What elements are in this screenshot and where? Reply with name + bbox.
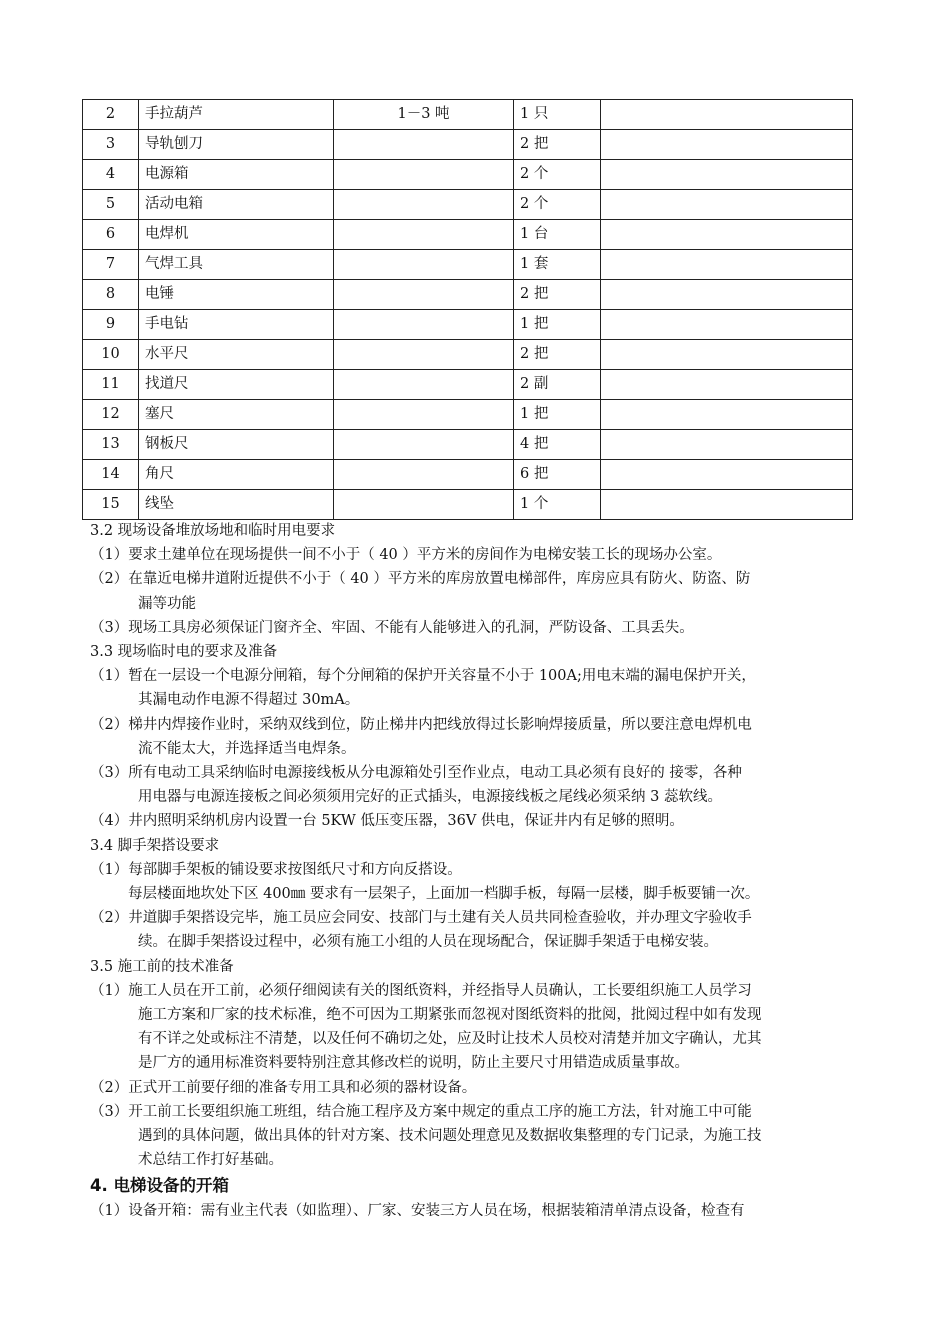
tool-quantity-cell: 4 把 (514, 430, 601, 460)
paragraph-continuation: 每层楼面地坎处下区 400㎜ 要求有一层架子，上面加一档脚手板，每隔一层楼，脚手板要铺一次。 (128, 886, 760, 903)
table-row (83, 130, 853, 160)
table-row (83, 280, 853, 310)
tool-note-cell (601, 280, 853, 310)
tool-note-cell (601, 130, 853, 160)
table-row (83, 310, 853, 340)
section-3-3-title: 3.3 现场临时电的要求及准备 (90, 644, 278, 661)
paragraph-continuation: 施工方案和厂家的技术标准，绝不可因为工期紧张而忽视对图纸资料的批阅，批阅过程中如有发现 (138, 1007, 762, 1024)
table-row (83, 250, 853, 280)
table-row (83, 160, 853, 190)
table-row (83, 100, 853, 130)
tool-spec-cell (334, 400, 514, 430)
tool-note-cell (601, 160, 853, 190)
tool-quantity-cell: 1 把 (514, 400, 601, 430)
paragraph-continuation: 流不能太大，并选择适当电焊条。 (138, 740, 356, 757)
tool-note-cell (601, 430, 853, 460)
paragraph: （3）所有电动工具采纳临时电源接线板从分电源箱处引至作业点，电动工具必须有良好的 接零，各种 (90, 765, 742, 782)
tool-spec-cell (334, 220, 514, 250)
tool-name-cell: 钢板尺 (139, 430, 334, 460)
tool-quantity-cell: 1 把 (514, 310, 601, 340)
tool-name-cell: 线坠 (139, 490, 334, 520)
paragraph: （3）开工前工长要组织施工班组，结合施工程序及方案中规定的重点工序的施工方法，针对施工中可能 (90, 1103, 752, 1120)
tool-spec-cell (334, 460, 514, 490)
section-3-5-title: 3.5 施工前的技术准备 (90, 958, 234, 975)
tool-spec-cell (334, 370, 514, 400)
tool-note-cell (601, 340, 853, 370)
tool-name-cell: 导轨刨刀 (139, 130, 334, 160)
tool-name-cell: 电焊机 (139, 220, 334, 250)
chapter-4-title: 4. 电梯设备的开箱 (90, 1176, 229, 1196)
tool-spec-cell (334, 430, 514, 460)
tool-spec-cell (334, 190, 514, 220)
tool-name-cell: 手拉葫芦 (139, 100, 334, 130)
tools-table (82, 99, 853, 520)
row-number-cell: 9 (83, 310, 139, 340)
tool-quantity-cell: 1 个 (514, 490, 601, 520)
tool-name-cell: 水平尺 (139, 340, 334, 370)
paragraph: （2）梯井内焊接作业时，采纳双线到位，防止梯井内把线放得过长影响焊接质量，所以要注意电焊机电 (90, 716, 752, 733)
row-number-cell: 14 (83, 460, 139, 490)
tool-name-cell: 找道尺 (139, 370, 334, 400)
table-row (83, 220, 853, 250)
tool-note-cell (601, 370, 853, 400)
row-number-cell: 11 (83, 370, 139, 400)
row-number-cell: 13 (83, 430, 139, 460)
paragraph-continuation: 有不详之处或标注不清楚，以及任何不确切之处，应及时让技术人员校对清楚并加文字确认，尤其 (138, 1031, 762, 1048)
section-3-2-title: 3.2 现场设备堆放场地和临时用电要求 (90, 523, 336, 539)
tool-quantity-cell: 2 把 (514, 130, 601, 160)
paragraph: （4）井内照明采纳机房内设置一台 5KW 低压变压器，36V 供电，保证井内有足够的照明。 (90, 813, 684, 830)
paragraph: （1）施工人员在开工前，必须仔细阅读有关的图纸资料，并经指导人员确认，工长要组织施工人员学习 (90, 982, 752, 999)
tool-note-cell (601, 310, 853, 340)
row-number-cell: 10 (83, 340, 139, 370)
tool-name-cell: 电源箱 (139, 160, 334, 190)
tool-note-cell (601, 490, 853, 520)
section-3-4-title: 3.4 脚手架搭设要求 (90, 837, 220, 854)
tool-spec-cell: 1－3 吨 (334, 100, 514, 130)
paragraph: （3）现场工具房必须保证门窗齐全、牢固、不能有人能够进入的孔洞，严防设备、工具丢失。 (90, 619, 694, 636)
tool-spec-cell (334, 490, 514, 520)
paragraph-continuation: 用电器与电源连接板之间必须须用完好的正式插头，电源接线板之尾线必须采纳 3 蕊软线。 (138, 789, 722, 806)
tool-name-cell: 电锤 (139, 280, 334, 310)
paragraph: （2）井道脚手架搭设完毕，施工员应会同安、技部门与土建有关人员共同检查验收，并办理文字验收手 (90, 910, 752, 927)
tool-note-cell (601, 250, 853, 280)
tool-name-cell: 塞尺 (139, 400, 334, 430)
paragraph-continuation: 其漏电动作电源不得超过 30mA。 (138, 692, 360, 709)
row-number-cell: 6 (83, 220, 139, 250)
paragraph: （1）每部脚手架板的铺设要求按图纸尺寸和方向反搭设。 (90, 861, 462, 878)
row-number-cell: 8 (83, 280, 139, 310)
table-row (83, 460, 853, 490)
table-row (83, 370, 853, 400)
row-number-cell: 15 (83, 490, 139, 520)
tool-name-cell: 角尺 (139, 460, 334, 490)
paragraph: （1）要求土建单位在现场提供一间不小于（ 40 ）平方米的房间作为电梯安装工长的现场办公室。 (90, 547, 722, 564)
tool-quantity-cell: 1 只 (514, 100, 601, 130)
tool-quantity-cell: 1 台 (514, 220, 601, 250)
tool-quantity-cell: 2 把 (514, 340, 601, 370)
paragraph: （1）暂在一层设一个电源分闸箱，每个分闸箱的保护开关容量不小于 100A;用电末端的漏电保护开关， (90, 668, 756, 685)
tool-spec-cell (334, 250, 514, 280)
table-row (83, 400, 853, 430)
tool-quantity-cell: 2 个 (514, 190, 601, 220)
table-row (83, 430, 853, 460)
paragraph-continuation: 术总结工作打好基础。 (138, 1152, 283, 1169)
tool-name-cell: 活动电箱 (139, 190, 334, 220)
tool-name-cell: 手电钻 (139, 310, 334, 340)
tool-note-cell (601, 400, 853, 430)
row-number-cell: 2 (83, 100, 139, 130)
paragraph-continuation: 续。在脚手架搭设过程中，必须有施工小组的人员在现场配合，保证脚手架适于电梯安装。 (138, 934, 718, 951)
row-number-cell: 4 (83, 160, 139, 190)
tool-spec-cell (334, 340, 514, 370)
tool-spec-cell (334, 130, 514, 160)
paragraph: （1）设备开箱：需有业主代表（如监理）、厂家、安装三方人员在场，根据装箱清单清点设备，检查有 (90, 1202, 745, 1219)
tool-spec-cell (334, 160, 514, 190)
paragraph: （2）正式开工前要仔细的准备专用工具和必须的器材设备。 (90, 1079, 477, 1096)
tool-note-cell (601, 220, 853, 250)
table-row (83, 190, 853, 220)
tool-quantity-cell: 2 副 (514, 370, 601, 400)
document-body (90, 519, 865, 1223)
tools-table-body (83, 100, 853, 520)
row-number-cell: 12 (83, 400, 139, 430)
tool-quantity-cell: 2 把 (514, 280, 601, 310)
table-row (83, 490, 853, 520)
row-number-cell: 3 (83, 130, 139, 160)
paragraph-continuation: 是厂方的通用标准资料要特别注意其修改栏的说明，防止主要尺寸用错造成质量事故。 (138, 1055, 689, 1072)
tool-quantity-cell: 2 个 (514, 160, 601, 190)
row-number-cell: 7 (83, 250, 139, 280)
paragraph-continuation: 漏等功能 (138, 595, 196, 612)
tool-spec-cell (334, 310, 514, 340)
tool-note-cell (601, 100, 853, 130)
table-row (83, 340, 853, 370)
tool-name-cell: 气焊工具 (139, 250, 334, 280)
paragraph: （2）在靠近电梯井道附近提供不小于（ 40 ）平方米的库房放置电梯部件，库房应具有防火、防盗、防 (90, 571, 751, 588)
tool-quantity-cell: 1 套 (514, 250, 601, 280)
tool-spec-cell (334, 280, 514, 310)
tool-quantity-cell: 6 把 (514, 460, 601, 490)
tool-note-cell (601, 460, 853, 490)
row-number-cell: 5 (83, 190, 139, 220)
paragraph-continuation: 遇到的具体问题，做出具体的针对方案、技术问题处理意见及数据收集整理的专门记录，为施工技 (138, 1128, 762, 1145)
tool-note-cell (601, 190, 853, 220)
